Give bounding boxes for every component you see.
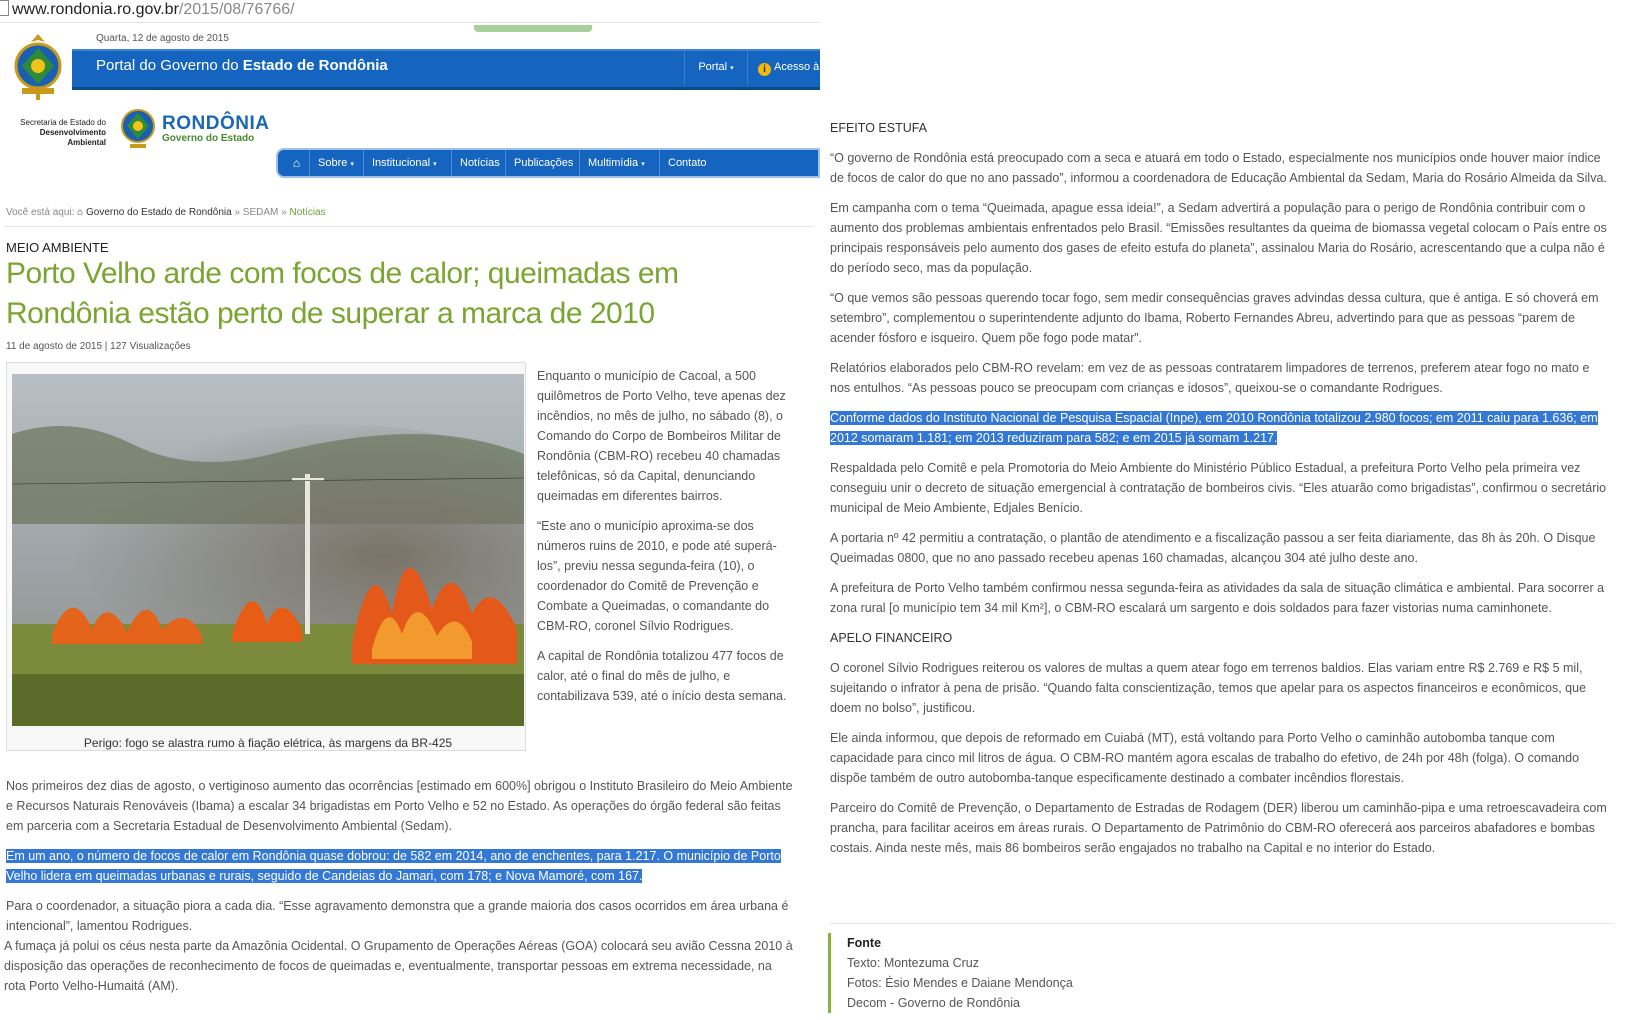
selected-text[interactable]: Conforme dados do Instituto Nacional de Pesquisa Espacial (Inpe), em 2010 Rondônia totalizou 2.980 focos; em 2011 caiu para 1.636; em 2012 somaram 1.181; em 2013 reduziram para 582; e em 2015 já somam 1.217. <box>830 411 1598 445</box>
article-views: 127 Visualizações <box>110 341 191 352</box>
nav-label: Multimídia <box>588 157 639 169</box>
selected-text[interactable]: Em um ano, o número de focos de calor em Rondônia quase dobrou: de 582 em 2014, ano de enchentes, para 1.217. O município de Porto Velho lidera em queimadas urbanas e rurais, seguido de Candeias do Jamari, com 178; e Nova Mamoré, com 167. <box>6 849 781 883</box>
page-icon <box>0 0 9 16</box>
state-emblem-icon[interactable] <box>8 30 68 102</box>
breadcrumb-prefix: Você está aqui: <box>6 207 75 218</box>
nav-label: Sobre <box>318 157 348 169</box>
paragraph: Enquanto o município de Cacoal, a 500 quilômetros de Porto Velho, teve apenas dez incêndios, no mês de julho, no sábado (8), o Comando do Corpo de Bombeiros Militar de Rondônia (CBM-RO) recebeu 40 chamadas telefônicas, só da Capital, denunciando queimadas em diferentes bairros. <box>537 369 786 503</box>
paragraph: A prefeitura de Porto Velho também confirmou nessa segunda-feira as atividades da sala de situação climática e ambiental. Para socorrer a zona rural [o município tem 34 mil Km²], o CBM-RO escalará um sargento e dois soldados para fazer vistorias numa caminhonete. <box>830 581 1605 615</box>
nav-item-institucional[interactable] <box>364 150 452 176</box>
paragraph: O coronel Sílvio Rodrigues reiterou os valores de multas a quem atear fogo em terrenos baldios. Elas variam entre R$ 2.769 e R$ 5 mil, sujeitando o infrator à pena de prisão. “Quando falta conscientização, temos que apelar para os aspectos financeiros e econômicos, que doem no bolso”, justificou. <box>830 661 1587 715</box>
section-heading-apelo-financeiro: APELO FINANCEIRO <box>830 631 953 645</box>
acesso-menu[interactable] <box>758 49 820 85</box>
sedam-logo-text[interactable] <box>6 118 106 148</box>
rondonia-logo-name[interactable]: RONDÔNIA <box>162 113 270 134</box>
source-title: Fonte <box>847 936 882 950</box>
photo-caption: Perigo: fogo se alastra rumo à fiação elétrica, às margens da BR-425 <box>83 736 453 750</box>
nav-label: Contato <box>668 157 707 169</box>
paragraph: A fumaça já polui os céus nesta parte da Amazônia Ocidental. O Grupamento de Operações Aéreas (GOA) colocará seu avião Cessna 2010 à disposição das operações de reconhecimento de focos de queimadas e, eventualmente, transportar pessoas em extrema necessidade, na rota Porto Velho-Humaitá (AM). <box>4 939 793 993</box>
header-date: Quarta, 12 de agosto de 2015 <box>96 33 229 44</box>
info-icon: i <box>758 63 771 76</box>
article-date: 11 de agosto de 2015 <box>6 341 103 352</box>
portal-dropdown[interactable] <box>684 49 748 85</box>
caret-down-icon: ▾ <box>730 65 734 72</box>
nav-item-contato[interactable] <box>660 150 722 176</box>
portal-title-prefix: Portal do Governo do <box>96 57 243 74</box>
address-bar[interactable] <box>0 0 820 23</box>
breadcrumb-sep: » <box>234 207 241 218</box>
source-photo-credit: Fotos: Ésio Mendes e Daiane Mendonça <box>847 976 1073 990</box>
caret-down-icon: ▾ <box>350 161 354 168</box>
article-category: MEIO AMBIENTE <box>6 240 109 255</box>
article-meta: 11 de agosto de 2015 | 127 Visualizações <box>6 341 191 352</box>
paragraph: Nos primeiros dez dias de agosto, o vertiginoso aumento das ocorrências [estimado em 600%] obrigou o Instituto Brasileiro do Meio Ambiente e Recursos Naturais Renováveis (Ibama) a escalar 34 brigadistas em Porto Velho e 52 no Estado. As operações do órgão federal são feitas em parceria com a Secretaria Estadual de Desenvolvimento Ambiental (Sedam). <box>6 779 793 833</box>
paragraph: Respaldada pelo Comitê e pela Promotoria do Meio Ambiente do Ministério Público Estadual, a prefeitura Porto Velho pela primeira vez conseguiu unir o decreto de situação emergencial à contratação de bombeiros civis. “Eles atuarão como brigadistas”, confirmou o secretário municipal de Meio Ambiente, Edjales Benício. <box>830 461 1607 515</box>
side-paragraphs <box>537 366 787 716</box>
fire-photo[interactable] <box>12 374 524 726</box>
nav-item-noticias[interactable] <box>452 150 506 176</box>
caret-down-icon: ▾ <box>433 161 437 168</box>
divider <box>4 226 814 227</box>
sedam-line-1: Secretaria de Estado do <box>20 118 106 127</box>
paragraph: “O que vemos são pessoas querendo tocar fogo, sem medir consequências graves advindas dessa cultura, que é antiga. E só choverá em setembro”, complementou o superintendente adjunto do Ibama, Roberto Fernandes Abreu, advertindo para que as pessoas “parem de acender fósforo e isqueiro. Quem põe fogo pode matar”. <box>830 291 1599 345</box>
article-body-right <box>830 118 1612 868</box>
article-body-left <box>6 776 796 1006</box>
divider <box>830 923 1612 924</box>
main-nav <box>276 148 820 178</box>
paragraph: A capital de Rondônia totalizou 477 focos de calor, até o final do mês de julho, e contabilizava 539, até o início desta semana. <box>537 649 787 703</box>
sedam-line-2: Desenvolvimento Ambiental <box>39 128 106 147</box>
url-path: /2015/08/76766/ <box>178 1 295 18</box>
acesso-label: Acesso à <box>774 61 820 73</box>
nav-item-publicacoes[interactable] <box>506 150 580 176</box>
home-icon[interactable]: ⌂ <box>284 150 310 176</box>
nav-item-multimidia[interactable] <box>580 150 660 176</box>
rondonia-logo-sub: Governo do Estado <box>162 133 255 144</box>
source-box <box>828 933 1228 1013</box>
nav-label: Institucional <box>372 157 431 169</box>
home-icon: ⌂ <box>77 207 84 218</box>
caret-down-icon: ▾ <box>641 161 645 168</box>
paragraph: “O governo de Rondônia está preocupado com a seca e atuará em todo o Estado, especialmente nos municípios onde houver maior índice de focos de calor do que no ano passado”, informou a coordenadora de Educação Ambiental da Sedam, Maria do Rosário Almeida da Silva. <box>830 151 1607 185</box>
portal-dropdown-label: Portal <box>698 61 728 73</box>
portal-title[interactable] <box>96 57 388 74</box>
paragraph: Ele ainda informou, que depois de reformado em Cuiabá (MT), está voltando para Porto Velho o caminhão autobomba tanque com capacidade para cinco mil litros de água. O CBM-RO mantém agora escalas de trabalho do efetivo, de 24h por 48h (folga). O comando dispõe também de outro autobomba-tanque especificamente destinado a combater incêndios florestais. <box>830 731 1580 785</box>
rondonia-emblem-icon[interactable] <box>118 104 158 154</box>
paragraph: Em campanha com o tema “Queimada, apague essa ideia!”, a Sedam advertirá a população para o perigo de Rondônia contribuir com o aumento dos problemas ambientais enfrentados pelo Brasil. “Emissões resultantes da queima de biomassa vegetal colocam o País entre os principais responsáveis pelo aumento dos gases de efeito estufa do planeta”, assinalou Maria do Rosário, acrescentando que a culpa não é do período seco, mas da população. <box>830 201 1607 275</box>
paragraph: Para o coordenador, a situação piora a cada dia. “Esse agravamento demonstra que a grande maioria dos casos ocorridos em área urbana é intencional”, lamentou Rodrigues. <box>6 899 789 933</box>
top-accent-tab <box>474 25 592 32</box>
breadcrumb <box>6 207 326 218</box>
url-host: www.rondonia.ro.gov.br <box>12 1 179 18</box>
portal-title-bold: Estado de Rondônia <box>242 57 388 74</box>
highlighted-paragraph[interactable] <box>6 846 796 886</box>
breadcrumb-sep: » <box>281 207 287 218</box>
source-text-author: Texto: Montezuma Cruz <box>847 956 979 970</box>
nav-item-sobre[interactable] <box>310 150 364 176</box>
highlighted-paragraph[interactable] <box>830 408 1612 448</box>
breadcrumb-home[interactable]: Governo do Estado de Rondônia <box>86 207 232 218</box>
paragraph: Relatórios elaborados pelo CBM-RO revelam: em vez de as pessoas contratarem limpadores de terrenos, preferem atear fogo no mato e nos entulhos. “As pessoas pouco se preocupam com crianças e idosos”, queixou-se o comandante Rodrigues. <box>830 361 1590 395</box>
nav-label: Publicações <box>514 157 574 169</box>
nav-label: Notícias <box>460 157 500 169</box>
breadcrumb-sedam[interactable]: SEDAM <box>242 207 279 218</box>
paragraph: A portaria nº 42 permitiu a contratação, o plantão de atendimento e a fiscalização passou a ser feita diariamente, das 8h às 20h. O Disque Queimadas 0800, que no ano passado recebeu apenas 160 chamadas, alcançou 304 até julho deste ano. <box>830 531 1596 565</box>
paragraph: Parceiro do Comitê de Prevenção, o Departamento de Estradas de Rodagem (DER) liberou um caminhão-pipa e uma retroescavadeira com prancha, para facilitar aceiros em áreas rurais. O Departamento de Patrimônio do CBM-RO oferecerá aos parceiros abafadores e bombas costais. Ainda neste mês, mais 86 bombeiros serão engajados no trabalho na Capital e no interior do Estado. <box>830 801 1607 855</box>
article-title: Porto Velho arde com focos de calor; queimadas em Rondônia estão perto de superar a marca de 2010 <box>6 257 679 330</box>
breadcrumb-current[interactable]: Notícias <box>289 207 326 218</box>
source-agency: Decom - Governo de Rondônia <box>847 996 1021 1010</box>
paragraph: “Este ano o município aproxima-se dos números ruins de 2010, e pode até superá-los”, previu nessa segunda-feira (10), o coordenador do Comitê de Prevenção e Combate a Queimadas, o comandante do CBM-RO, coronel Sílvio Rodrigues. <box>537 519 777 633</box>
section-heading-efeito-estufa: EFEITO ESTUFA <box>830 121 928 135</box>
